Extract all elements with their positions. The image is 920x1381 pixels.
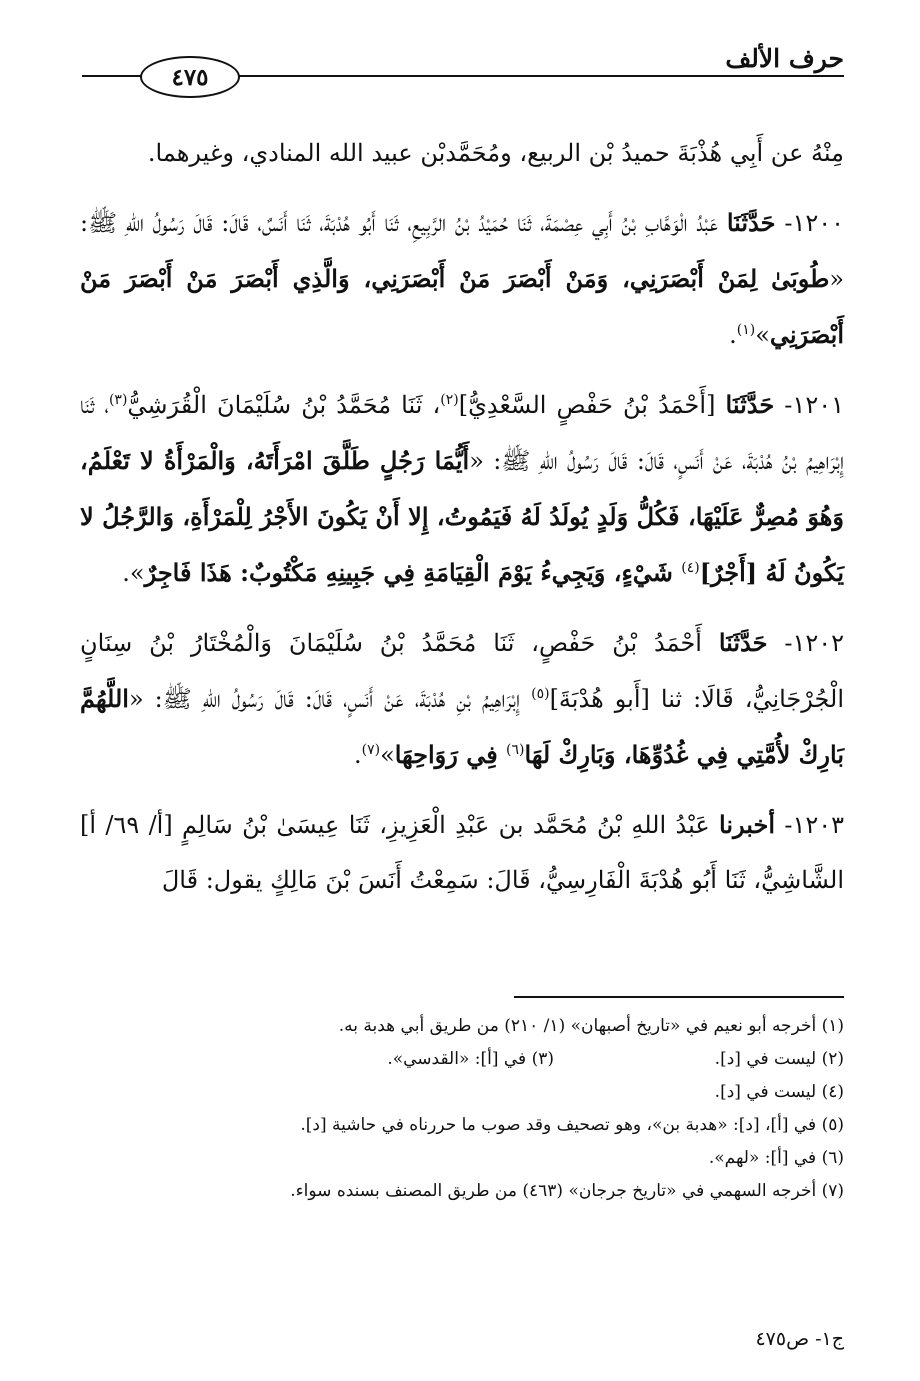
footnote-1: (١) أخرجه أبو نعيم في «تاريخ أصبهان» (١/ ٢١٠) من طريق أبي هدبة به. [338, 1016, 844, 1036]
text-run: ». [122, 559, 145, 587]
chapter-title: حرف الألف [725, 44, 844, 73]
footnotes [80, 1010, 844, 1208]
text-run: ، ثَنَا إِبْرَاهِيمُ بْنُ هُدْبَةَ، عَنْ أَنَسٍ، قَالَ: قَالَ رَسُولُ اللهِ ﷺ: « [80, 391, 845, 475]
page-number: ٤٧٥ [171, 63, 209, 91]
paragraph-4 [80, 615, 844, 783]
bold-text: فِي رَوَاحِهَا [394, 740, 507, 769]
footnote-marker: (٧) [361, 742, 381, 758]
bold-text: أخبرنا [719, 810, 775, 839]
text-run: أَحْمَدُ بْنُ حَفْصٍ، ثَنَا مُحَمَّدُ بْنُ سُلَيْمَانَ وَالْمُخْتَارُ بْنُ سِنَانٍ الْجُرْجَانِيُّ، قَالَا: ثنا [أَبو هُدْبَةَ] [80, 629, 844, 713]
text-run: » [380, 741, 395, 769]
footnote-marker: (٢) [440, 392, 459, 408]
text-run: عَبْدُ اللهِ بْنُ مُحَمَّد بن عَبْدِ الْعَزِيزِ، ثَنَا عِيسَىٰ بْنُ سَالِمٍ [أ/ ٦٩/ أ] الشَّاشِيُّ، ثَنَا أَبُو هُدْبَةَ الْفَارِسِيُّ، قَالَ: سَمِعْتُ أَنَسَ بْنَ مَالِكٍ يقول: قَالَ [80, 811, 844, 894]
footnote-marker: (٣) [108, 392, 128, 408]
footnote-3: (٣) في [أ]: «القدسي». [387, 1049, 554, 1069]
footnote-2: (٢) ليست في [د]. [714, 1049, 844, 1069]
text-run: . [353, 741, 362, 769]
paragraph-2 [80, 195, 844, 363]
footnote-6: (٦) في [أ]: «لهم». [708, 1148, 844, 1168]
footnote-marker: (٤) [681, 560, 700, 576]
text-run: » [755, 321, 770, 349]
text-run: ١٢٠٠- [775, 209, 844, 237]
page-number-badge [140, 56, 240, 98]
text-run: إِبْرَاهِيمُ بْنِ هُدْبَةَ، عَنْ أَنَسٍ، قَالَ: قَالَ رَسُولُ اللهِ ﷺ: « [128, 685, 532, 713]
paragraph-5 [80, 797, 844, 908]
bold-text: أَيُّمَا رَجُلٍ طَلَّقَ امْرَأَتَهُ، وَالْمَرْأَةُ لا تَعْلَمُ، وَهُوَ مُصِرٌّ عَلَيْهَا، فَكُلُّ وَلَدٍ يُولَدُ لَهُ فَيَمُوتُ، إِلا أَنْ يَكُونَ الأَجْرُ لِلْمَرْأَةِ، وَالرَّجُلُ لا يَكُونُ لَهُ [أَجْرٌ] [80, 446, 844, 587]
footnote-marker: (١) [736, 322, 756, 338]
text-run: . [729, 321, 737, 349]
footnote-row-2-3 [80, 1043, 844, 1076]
main-text [80, 126, 844, 922]
bold-text: حَدَّثَنَا [718, 628, 768, 657]
text-run: ١٢٠١- [774, 391, 844, 419]
footnote-7: (٧) أخرجه السهمي في «تاريخ جرجان» (٤٦٣) من طريق المصنف بسنده سواء. [290, 1181, 844, 1201]
text-run: عَبْدُ الْوَهَّابِ بْنُ أَبِي عِصْمَةَ، ثَنَا حُمَيْدُ بْنُ الرَّبِيعِ، ثَنَا أَبُو هُدْبَةَ، ثَنَا أَنَسٌ، قَالَ: قَالَ رَسُولُ اللهِ ﷺ: « [80, 209, 844, 293]
text-run: مِنْهُ عن أَبِي هُذْبَةَ حميدُ بْن الربيع، ومُحَمَّدبْن عبيد الله المنادي، وغيرهما. [147, 139, 844, 167]
bold-text: اللَّهُمَّ بَارِكْ لأُمَّتِي فِي غُدُوِّهَا، وَبَارِكْ لَهَا [80, 684, 844, 769]
footnote-marker: (٦) [506, 742, 525, 758]
text-run: ، ثَنَا مُحَمَّدُ بْنُ سُلَيْمَانَ الْقُرَشِيُّ [127, 391, 441, 419]
bold-text: حَدَّثَنَا [726, 208, 776, 237]
footnote-marker: (٥) [531, 686, 550, 702]
volume-page-ref: ج١- ص٤٧٥ [755, 1328, 844, 1350]
bold-text: شَيْءٍ، وَيَجِيءُ يَوْمَ الْقِيَامَةِ فِي جَبِينِهِ مَكْتُوبٌ: هَذَا فَاجِرٌ [144, 558, 682, 587]
bold-text: حَدَّثَنَا [725, 390, 775, 419]
footnote-rule [514, 996, 844, 998]
paragraph-3 [80, 377, 844, 601]
bold-text: طُوبَىٰ لِمَنْ أَبْصَرَنِي، وَمَنْ أَبْصَرَ مَنْ أَبْصَرَنِي، وَالَّذِي أَبْصَرَ مَنْ أَبْصَرَ مَنْ أَبْصَرَنِي [80, 264, 844, 349]
text-run: ١٢٠٣- [774, 811, 844, 839]
footnote-5: (٥) في [أ]، [د]: «هدبة بن»، وهو تصحيف وقد صوب ما حررناه في حاشية [د]. [300, 1115, 844, 1135]
text-run: [أَحْمَدُ بْنُ حَفْصٍ السَّعْدِيُّ] [458, 391, 726, 419]
footnote-4: (٤) ليست في [د]. [714, 1082, 844, 1102]
paragraph-1 [80, 126, 844, 181]
text-run: ١٢٠٢- [767, 629, 844, 657]
